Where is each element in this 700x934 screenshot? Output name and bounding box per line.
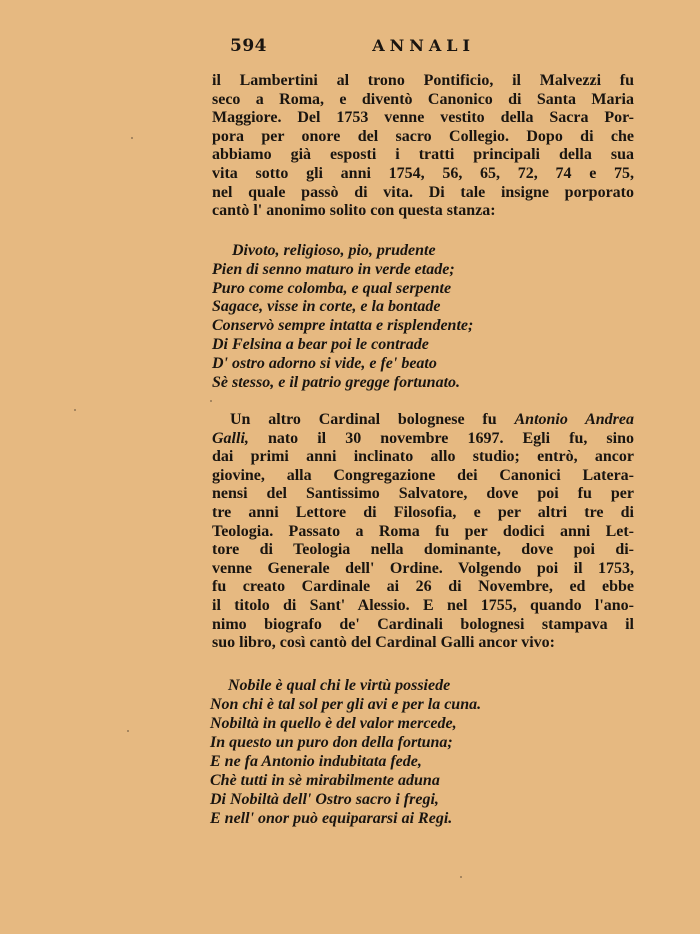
paragraph-2 [212, 411, 634, 653]
paragraph-line: Maggiore. Del 1753 venne vestito della Sacra Por- [212, 109, 634, 127]
paragraph-line: fu creato Cardinale ai 26 di Novembre, ed ebbe [212, 578, 634, 596]
paragraph-line: dai primi anni inclinato allo studio; entrò, ancor [212, 448, 634, 466]
paragraph-line: il Lambertini al trono Pontificio, il Malvezzi fu [212, 72, 634, 89]
paragraph-line [212, 411, 634, 430]
paper-speck [210, 400, 212, 402]
verse-line: E ne fa Antonio indubitata fede, [210, 753, 422, 770]
verse-stanza-2 [210, 676, 632, 828]
paragraph-line: tre anni Lettore di Filosofia, e per altri tre di [212, 503, 634, 521]
paragraph-line: Teologia. Passato a Roma fu per dodici anni Let- [212, 522, 634, 540]
paragraph-line: il titolo di Sant' Alessio. E nel 1755, quando l'ano- [212, 596, 634, 614]
paragraph-line: nimo biografo de' Cardinali bolognesi stampava il [212, 615, 634, 633]
paragraph-line: abbiamo già esposti i tratti principali della sua [212, 146, 634, 164]
paper-speck [74, 409, 76, 411]
paragraph-line: nensi del Santissimo Salvatore, dove poi fu per [212, 485, 634, 503]
cardinal-name: Antonio Andrea [514, 411, 635, 428]
verse-line: D' ostro adorno si vide, e fe' beato [212, 354, 437, 372]
paper-speck [460, 876, 462, 878]
verse-line: E nell' onor può equipararsi ai Regi. [210, 810, 453, 827]
paragraph-line: vita sotto gli anni 1754, 56, 65, 72, 74 e 75, [212, 164, 634, 182]
page-number: 594 [230, 36, 267, 56]
verse-line: Di Felsina a bear poi le contrade [212, 335, 429, 353]
verse-line: Puro come colomba, e qual serpente [212, 279, 452, 297]
verse-line: Di Nobiltà dell' Ostro sacro i fregi, [210, 791, 439, 808]
paragraph-line: pora per onore del sacro Collegio. Dopo di che [212, 127, 634, 145]
verse-line: Chè tutti in sè mirabilmente aduna [210, 772, 440, 789]
verse-line: Nobile è qual chi le virtù possiede [228, 677, 451, 694]
paragraph-line: seco a Roma, e diventò Canonico di Santa Maria [212, 90, 634, 108]
page-header [230, 36, 475, 60]
paragraph-line: tore di Teologia nella dominante, dove poi di- [212, 541, 634, 559]
paragraph-text: Un altro Cardinal bolognese fu [230, 411, 497, 428]
verse-line: Divoto, religioso, pio, prudente [232, 242, 436, 259]
verse-line: Sagace, visse in corte, e la bontade [212, 298, 441, 316]
verse-stanza-1 [212, 242, 634, 392]
verse-line: Sè stesso, e il patrio gregge fortunato. [212, 373, 461, 391]
verse-line: Conservò sempre intatta e risplendente; [212, 317, 474, 335]
verse-line: In questo un puro don della fortuna; [210, 734, 453, 751]
paragraph-line: nel quale passò di vita. Di tale insigne porporato [212, 183, 634, 201]
verse-line: Non chi è tal sol per gli avi e per la cuna. [210, 696, 482, 713]
paragraph-line [212, 430, 634, 449]
paper-speck [131, 137, 133, 139]
paragraph-line: giovine, alla Congregazione dei Canonici Latera- [212, 466, 634, 484]
paragraph-line: suo libro, così cantò del Cardinal Galli ancor vivo: [212, 634, 555, 652]
paragraph-1 [212, 72, 634, 221]
paragraph-line: venne Generale dell' Ordine. Volgendo poi il 1753, [212, 559, 634, 577]
paragraph-text: nato il 30 novembre 1697. Egli fu, sino [267, 429, 634, 447]
verse-line: Nobiltà in quello è del valor mercede, [210, 715, 457, 732]
running-title: ANNALI [372, 36, 475, 55]
cardinal-surname: Galli, [212, 429, 249, 447]
paragraph-line: cantò l' anonimo solito con questa stanza: [212, 202, 496, 220]
verse-line: Pien di senno maturo in verde etade; [212, 260, 455, 278]
paper-speck [127, 730, 129, 732]
